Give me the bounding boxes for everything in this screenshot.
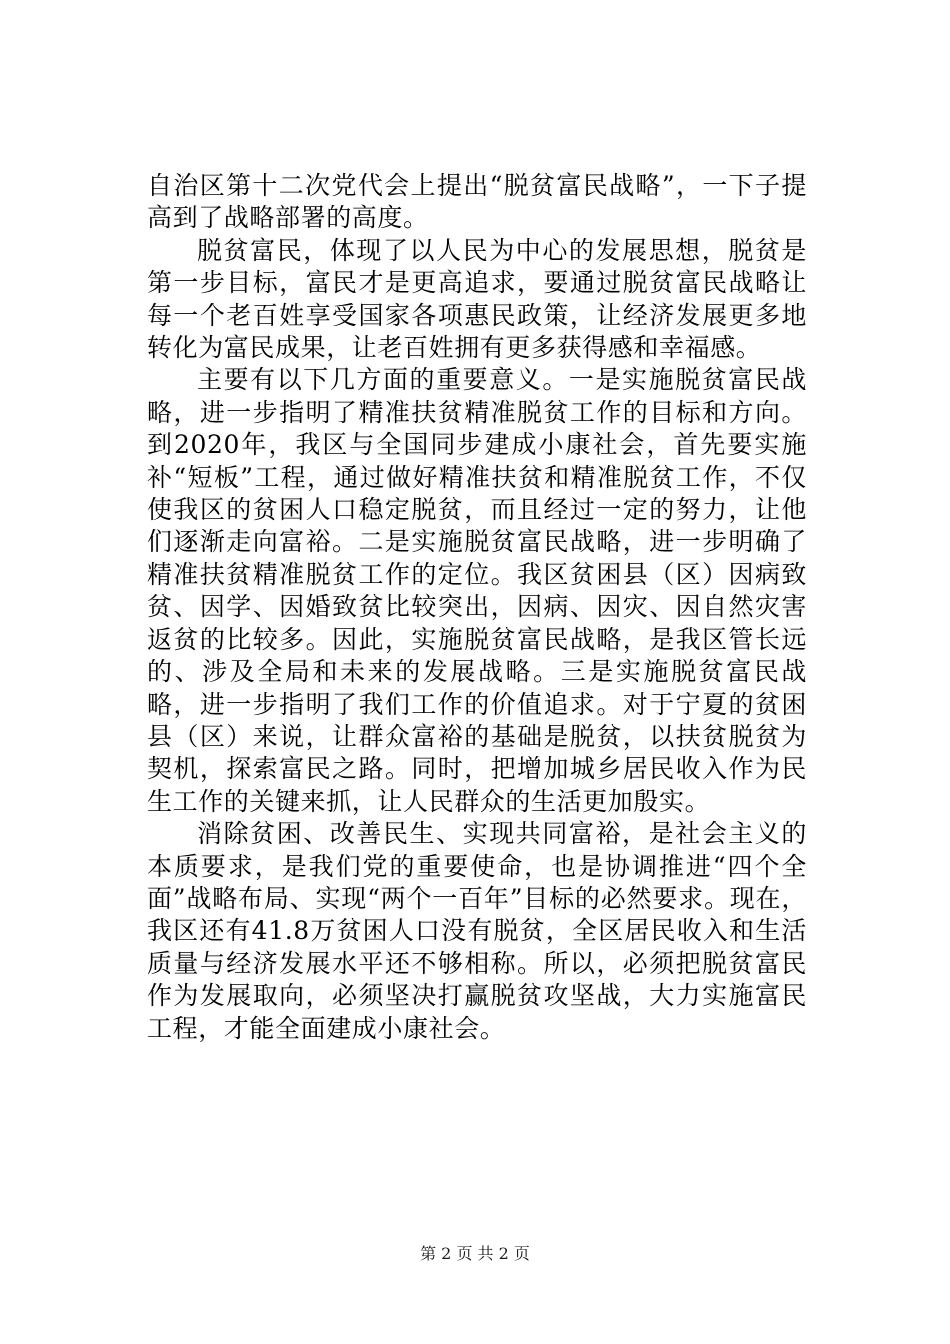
page-footer <box>0 1244 950 1264</box>
page-number-label: 第 2 页 共 2 页 <box>420 1244 530 1263</box>
paragraph-1: 自治区第十二次党代会上提出“脱贫富民战略”，一下子提高到了战略部署的高度。 <box>147 171 807 233</box>
paragraph-4: 消除贫困、改善民生、实现共同富裕，是社会主义的本质要求，是我们党的重要使命，也是协调推进“四个全面”战略布局、实现“两个一百年”目标的必然要求。现在，我区还有41.8万贫困人口没有脱贫，全区居民收入和生活质量与经济发展水平还不够相称。所以，必须把脱贫富民作为发展取向，必须坚决打赢脱贫攻坚战，大力实施富民工程，才能全面建成小康社会。 <box>147 819 807 1043</box>
paragraph-2: 脱贫富民，体现了以人民为中心的发展思想，脱贫是第一步目标，富民才是更高追求，要通过脱贫富民战略让每一个老百姓享受国家各项惠民政策，让经济发展更多地转化为富民成果，让老百姓拥有更多获得感和幸福感。 <box>147 235 807 363</box>
paragraph-3: 主要有以下几方面的重要意义。一是实施脱贫富民战略，进一步指明了精准扶贫精准脱贫工作的目标和方向。到2020年，我区与全国同步建成小康社会，首先要实施补“短板”工程，通过做好精准扶贫和精准脱贫工作，不仅使我区的贫困人口稳定脱贫，而且经过一定的努力，让他们逐渐走向富裕。二是实施脱贫富民战略，进一步明确了精准扶贫精准脱贫工作的定位。我区贫困县（区）因病致贫、因学、因婚致贫比较突出，因病、因灾、因自然灾害返贫的比较多。因此，实施脱贫富民战略，是我区管长远的、涉及全局和未来的发展战略。三是实施脱贫富民战略，进一步指明了我们工作的价值追求。对于宁夏的贫困县（区）来说，让群众富裕的基础是脱贫，以扶贫脱贫为契机，探索富民之路。同时，把增加城乡居民收入作为民生工作的关键来抓，让人民群众的生活更加殷实。 <box>147 365 807 816</box>
document-body <box>147 170 807 1045</box>
